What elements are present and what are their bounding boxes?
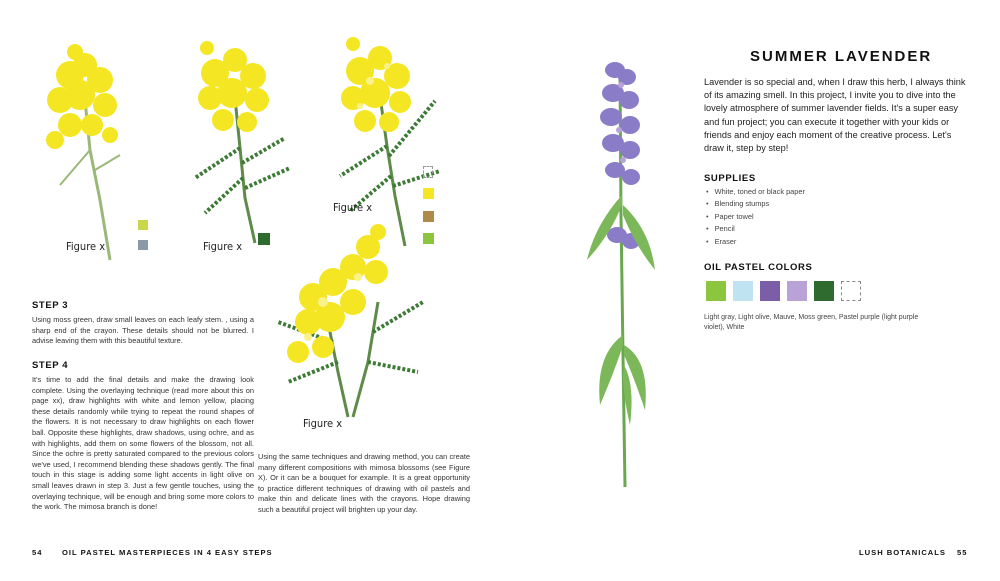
oil-pastel-colors-heading: OIL PASTEL COLORS	[704, 262, 813, 273]
color-swatch-white	[841, 281, 861, 301]
supplies-item: • Blending stumps	[706, 198, 805, 210]
color-swatch-moss-green	[814, 281, 834, 301]
figure-caption-4: Figure x	[303, 417, 343, 430]
figure-caption-1: Figure x	[66, 240, 106, 253]
supplies-heading: SUPPLIES	[704, 173, 756, 184]
figure-1-swatch-olive	[138, 220, 148, 230]
step-4-heading: STEP 4	[32, 360, 69, 371]
supplies-list	[706, 186, 805, 248]
step-4-text: It's time to add the final details and make the drawing look complete. Using the overlaying technique (read more about this on page xx), draw highlights with white and lemon yellow, placing these details randomly while trying to repeat the round shapes of the flowers. It is not necessary to draw highlights on each flower ball. Opposite these highlights, draw shadows, using ochre, and as with highlights, add them on some flowers of the blossom, not all. Since the ochre is pretty saturated compared to the previous colors we've used, I recommend blending these shadows gently. The final touch in this stage is adding some light accents in light olive on small leaves drawn in step 3. Just a few gentle touches, using the overlaying technique, will be enough and bring some more colors to the work. The mimosa branch is done!	[32, 375, 254, 512]
composition-text: Using the same techniques and drawing method, you can create many different compositions with mimosa blossoms (see Figure X). Or it can be a bouquet for example. It is a great opportunity to practice different techniques of drawing with oil pastels and make thin and delicate lines with the crayons. Hope drawing such a beautiful project will brighten up your day.	[258, 452, 470, 514]
color-swatch-pastel-purple	[787, 281, 807, 301]
left-page-number: 54	[32, 548, 43, 557]
left-running-title: OIL PASTEL MASTERPIECES IN 4 EASY STEPS	[62, 548, 273, 557]
mimosa-composition-illustration	[268, 222, 428, 422]
supplies-item: • Pencil	[706, 223, 805, 235]
figure-3-swatch-yellow	[423, 188, 434, 199]
supplies-item: • Eraser	[706, 236, 805, 248]
intro-text: Lavender is so special and, when I draw this herb, I always think of its amazing smell. In this project, I invite you to dive into the lovely atmosphere of summer lavender fields. It's a super easy and fun project; you can execute it together with your kids or friends and enjoy each moment of the creative process. Let's draw it, step by step!	[704, 77, 966, 154]
right-running-title: LUSH BOTANICALS	[859, 548, 946, 557]
color-swatch-mauve	[760, 281, 780, 301]
figure-1-swatch-gray	[138, 240, 148, 250]
figure-3-swatch-white	[423, 166, 433, 178]
step-3-text: Using moss green, draw small leaves on each leafy stem. , using a sharp end of the crayon. These details should not be blurred. I advise leaving them with this beautiful texture.	[32, 315, 254, 346]
colors-list-text: Light gray, Light olive, Mauve, Moss green, Pastel purple (light purple violet), White	[704, 314, 919, 331]
mimosa-figure-2-illustration	[185, 38, 295, 248]
page-title: SUMMER LAVENDER	[750, 48, 933, 65]
figure-caption-3: Figure x	[333, 201, 373, 214]
supplies-item: • Paper towel	[706, 211, 805, 223]
lavender-illustration	[575, 55, 675, 490]
mimosa-figure-1-illustration	[30, 40, 130, 265]
color-swatch-light-gray	[733, 281, 753, 301]
figure-3-swatch-ochre	[423, 211, 434, 222]
step-3-heading: STEP 3	[32, 300, 69, 311]
supplies-item: • White, toned or black paper	[706, 186, 805, 198]
figure-caption-2: Figure x	[203, 240, 243, 253]
color-swatch-light-olive	[706, 281, 726, 301]
right-page-number: 55	[957, 548, 968, 557]
